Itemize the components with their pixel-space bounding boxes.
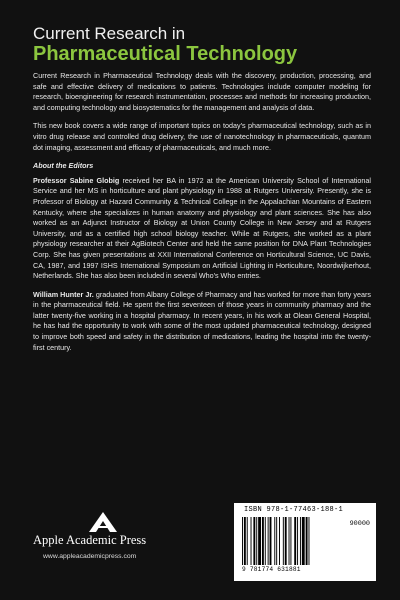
isbn-number: ISBN 978-1-77463-188-1 <box>244 506 344 514</box>
description-paragraph-2: This new book covers a wide range of important topics on today's pharmaceutical technology, such as in vitro drug release and controlled drug delivery, the use of nanotechnology in pharmaceuticals, quantum dot imaging, assessment and efficacy of pharmaceuticals, and much more. <box>33 121 371 152</box>
editor-2-name: William Hunter Jr. <box>33 289 94 299</box>
editor-1-text: received her BA in 1972 at the American University School of International Service and her MS in horticulture and plant physiology in 1988 at Rutgers University. Presently, she is Professor of Biology at Hazard Community & Technical College in the Appalachian Mountains of Eastern Kentucky, where she specializes in human anatomy and physiology and plant sciences. She has also worked as an Adjunct Instructor of Biology at Union County College in New Jersey and at Rutgers University, and as a certified high school biology teacher. While at Rutgers, she worked as a plant physiology researcher at their AgBiotech Center and held the same position for DNA Plant Technologies Corp. She has given presentations at XXII International Conference on Horticultural Science, UC Davis, CA, 1987, and 1997 ISHS International Symposium on Artificial Lighting in Horticulture, Noordwijkerhout, Netherlands. She has also been included in several Who's Who entries. <box>33 175 371 281</box>
publisher-website: www.appleacademicpress.com <box>43 553 137 560</box>
about-editors-heading: About the Editors <box>33 161 94 171</box>
description-paragraph-1: Current Research in Pharmaceutical Technology deals with the discovery, production, processing, and safe and effective delivery of medications to patients. Technologies include computer modeling for research, bioengineering for research instrumentation, processes and methods for increasing production, and computing technology and biosystematics for the management and analysis of data. <box>33 71 371 112</box>
back-cover-text <box>33 71 371 361</box>
editor-2-text: graduated from Albany College of Pharmacy and has worked for more than forty years in the pharmaceutical field. He spent the first seventeen of those years in community pharmacy and the latter twenty-five working in a hospital pharmacy. In recent years, in his work at Olean General Hospital, he has had the opportunity to work with some of the most updated pharmaceutical technology, designed to improve both speed and safety in the distribution of medications, leading the hospital into the twenty-first century. <box>33 289 371 352</box>
book-title: Pharmaceutical Technology <box>33 43 298 65</box>
publisher-name: Apple Academic Press <box>33 533 147 547</box>
editor-1-name: Professor Sabine Globig <box>33 175 120 185</box>
isbn-barcode <box>234 503 376 581</box>
series-title: Current Research in <box>33 24 186 43</box>
editor-2-bio <box>33 290 371 354</box>
price-code: 90000 <box>349 520 370 528</box>
title-block <box>33 24 373 65</box>
publisher-logo <box>33 512 193 560</box>
barcode-digits: 9 781774 631881 <box>242 566 301 573</box>
apple-logo-icon <box>87 512 121 532</box>
barcode-bars <box>242 517 334 565</box>
editor-1-bio <box>33 176 371 282</box>
